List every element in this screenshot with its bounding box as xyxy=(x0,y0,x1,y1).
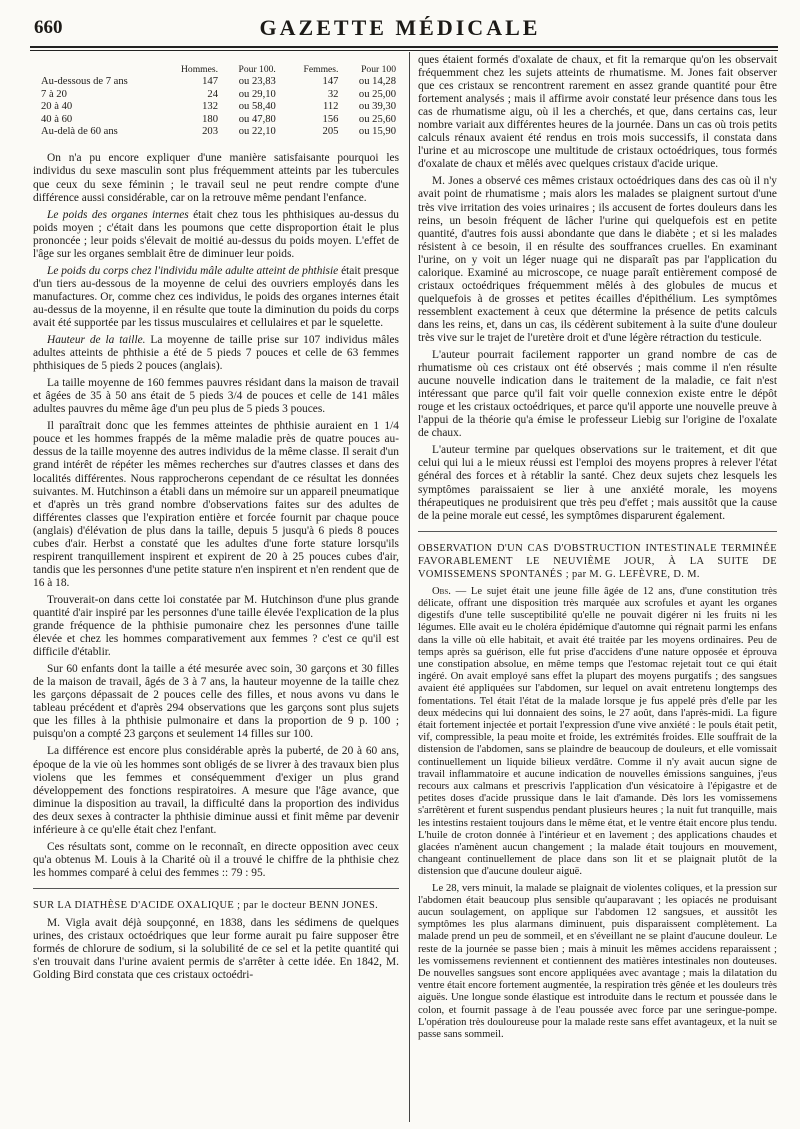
women-count: 32 xyxy=(327,88,339,100)
men-count: 147 xyxy=(202,76,219,88)
men-percent: ou 22,10 xyxy=(238,126,276,138)
women-count: 156 xyxy=(322,113,339,125)
age-label: 20 à 40 xyxy=(41,101,73,113)
women-count: 205 xyxy=(322,126,339,138)
paragraph: M. Vigla avait déjà soupçonné, en 1838, dans les sédimens de quelques urines, des cristaux octoédriques que leur forme aurait pu faire supposer être formés de chlorure de sodium, si la solubilité de ce sel et la petite quantité qui s'en trouvait dans l'urine avaient permis de s'arrêter à cette idée. En 1842, M. Golding Bird constata que ces cristaux octoédri- xyxy=(33,916,399,982)
obs-label: Obs. xyxy=(432,585,451,597)
men-count: 180 xyxy=(202,113,219,125)
spacer-cell xyxy=(279,101,287,113)
table-row xyxy=(33,101,399,113)
left-column xyxy=(33,54,399,986)
table-row xyxy=(33,114,399,126)
spacer-cell xyxy=(279,76,287,88)
women-count: 112 xyxy=(322,101,339,113)
section-heading: OBSERVATION D'UN CAS D'OBSTRUCTION INTESTINALE TERMINÉE FAVORABLEMENT LE NEUVIÈME JOUR, À LA SUITE DE VOMISSEMENS SPONTANÉS ; par M. G. LEFÈVRE, D. M. xyxy=(418,542,777,580)
table-header-cell: Hommes. xyxy=(180,64,219,75)
men-percent: ou 29,10 xyxy=(238,88,276,100)
italic-lead: Le poids des organes internes xyxy=(47,208,189,221)
table-header-cell: Femmes. xyxy=(303,64,339,75)
paragraph: Il paraîtrait donc que les femmes atteintes de phthisie auraient en 1 1/4 pouce et les hommes frappés de la même maladie près de quatre pouces au-dessus de la taille moyenne des autres individus de la même classe. Il serait d'un grand intérêt de répéter les mêmes recherches sur d'autres classes et dans des localités différentes. Nous rapprocherons cependant de ce résultat les données suivantes. M. Hutchinson a établi dans un mémoire sur un appareil pneumatique et d'après un très grand nombre d'observations faites sur des adultes de différentes classes que l'expiration entière et forcée fournit par chaque pouce (anglais) d'élévation de plus dans la taille, depuis 5 jusqu'à 6 pieds 8 pouces cubes d'air. Herbst a constaté que les adultes d'une forte stature lorsqu'ils respirent tranquillement inspirent et expirent de 20 à 25 pouces cubes d'air, tandis que les personnes d'une petite stature n'en inspirent et n'en rendent que de 16 à 18. xyxy=(33,420,399,589)
section-rule xyxy=(33,888,399,889)
women-percent: ou 25,00 xyxy=(358,88,396,100)
paragraph: Obs. — Le sujet était une jeune fille âgée de 12 ans, d'une constitution très délicate, offrant une disposition très marquée aux scrofules et ayant les organes digestifs d'une telle susceptibilité qu'elle ne pouvait digérer ni les fruits ni les légumes. Elle avait eu le choléra épidémique d'automne qui régnait parmi les enfans dans la ville où elle habitait, et avait été traitée par les moyens ordinaires. Peu de temps après sa guérison, elle fut prise d'accidens d'une nature opposée et éprouva une constipation absolue, en même temps que l'estomac rejetait tout ce qui était ingéré. On avait employé sans effet la plupart des moyens purgatifs ; des sangsues avaient été appliquées sur l'abdomen, sur lequel on avait entretenu longtemps des fomentations. Tel était l'état de la malade lorsque je fus appelé près d'elle par les deux médecins qui lui donnaient des soins, le 27 août, dans l'après-midi. La figure était fortement injectée et portait l'expression d'une vive anxiété : le pouls était petit, vif, compressible, la peau moite et froide, les extrémités froides. Elle souffrait de la distension de l'abdomen, sans se plaindre de beaucoup de douleurs, et elle vomissait continuellement un liquide bilieux verdâtre. Comme il n'y avait aucun signe de travail inflammatoire et aucune indication de nouvelles émissions sanguines, j'eus recours aux calmans et prescrivis l'application d'un vésicatoire à l'épigastre et de petites doses d'acide prussique dans le lait d'amande. Dès lors les vomissemens s'arrêtèrent et furent suspendus pendant plusieurs heures ; la nuit fut tranquille, mais les intestins restaient toujours dans le même état, et le ventre était encore plus tendu. L'huile de croton donnée à l'intérieur et en lavement ; des applications chaudes et glacées n'amènent aucun changement ; la malade était toujours en mouvement, changeant continuellement de place dans son lit et se plaignait plutôt de la distension que d'aucune douleur aiguë. xyxy=(418,585,777,878)
section-heading: SUR LA DIATHÈSE D'ACIDE OXALIQUE ; par le docteur BENN JONES. xyxy=(33,899,379,911)
paragraph: Trouverait-on dans cette loi constatée par M. Hutchinson d'une plus grande quantité d'air inspiré par les personnes d'une taille élevée l'explication de la plus grande fréquence de la phthisie pumonaire chez les personnes d'une taille élevée et chez les hommes comparativement aux femmes ? c'est ce qu'il est difficile d'établir. xyxy=(33,593,399,659)
right-column xyxy=(418,54,777,1045)
paragraph: M. Jones a observé ces mêmes cristaux octoédriques dans des cas où il n'y avait point de rhumatisme ; mais alors les malades se plaignent surtout d'une très vive irritation des voies urinaires ; ils accusent de fortes douleurs dans les reins, un besoin fréquent de lâcher l'urine qui quelquefois est en petite quantité, d'autres fois aussi abondante que dans le diabète ; et si les malades résistent à ce besoin, il en résulte des souffrances cruelles. En examinant l'urine, on y voit un léger nuage qui ne disparaît pas par l'application du calorique. Examiné au microscope, ce nuage paraît entièrement composé de cristaux octoédriques fréquemment mêlés à des globules de mucus et quelquefois à de grosses et petites écailles d'épithélium. Les symptômes ressemblent exactement à ceux que détermine la présence de petits calculs dans les reins, et, dans un cas, ils cédèrent subitement à la suite d'une douleur très vive sur le trajet de l'uretère droit et d'une légère rétraction du testicule. xyxy=(418,175,777,344)
paragraph: La différence est encore plus considérable après la puberté, de 20 à 60 ans, époque de la vie où les hommes sont obligés de se livrer à des travaux bien plus violens que les femmes et conséquemment d'exiger un plus grand développement des fonctions respiratoires. A mesure que l'âge avance, que diminue la disposition au travail, la difficulté dans la proportion des individus des deux sexes à contracter la phthisie diminue aussi et finit même par devenir inférieure à ce qu'elle était chez l'enfant. xyxy=(33,745,399,836)
table-header-cell: Pour 100. xyxy=(238,64,276,75)
age-label: 40 à 60 xyxy=(41,113,73,125)
women-percent: ou 14,28 xyxy=(358,76,396,88)
paragraph: La taille moyenne de 160 femmes pauvres résidant dans la maison de travail et âgées de 35 à 50 ans était de 5 pieds 3/4 de pouces et celle de 141 mâles adultes pauvres du même âge d'un peu plus de 5 pieds 3 pouces. xyxy=(33,377,399,416)
men-count: 132 xyxy=(202,101,219,113)
paragraph: On n'a pu encore expliquer d'une manière satisfaisante pourquoi les individus du sexe masculin sont plus fréquemment atteints par les tubercules que ceux du sexe féminin ; le travail seul ne peut rendre compte d'une différence aussi considérable, car on la retrouve même pendant l'enfance. xyxy=(33,152,399,204)
paragraph: L'auteur termine par quelques observations sur le traitement, et dit que celui qui lui a le mieux réussi est l'emploi des moyens propres à relever l'état général des forces et à rétablir la santé. Chez deux sujets chez lesquels les symptômes paraissaient se lier à une anxiété morale, les moyens thérapeutiques ne produisirent que très peu d'effet ; mais aussitôt que la cause de la peine morale eut cessé, les symptômes disparurent également. xyxy=(418,444,777,522)
italic-lead: Hauteur de la taille. xyxy=(47,334,146,347)
paragraph: ques étaient formés d'oxalate de chaux, et fit la remarque qu'on les observait fréquemment chez les sujets atteints de rhumatisme. M. Jones fait observer que ces cristaux se rencontrent rarement en assez grande quantité pour être fortement analysés ; mais il affirme avoir constaté leur présence dans tous les cas de rhumatisme aigu, où il les a cherchés, et que, dans certains cas, leur nombre variait aux différentes heures de la journée. Dans un cas où trois petits calculs rénaux avaient été rendus en trois mois successifs, il constata dans l'urine et au microscope une multitude de cristaux octoédriques, tous formés d'oxalate de chaux et mêlés avec quelques cristaux d'acide urique. xyxy=(418,54,777,171)
table-header-cell xyxy=(279,64,287,76)
paragraph: L'auteur pourrait facilement rapporter un grand nombre de cas de rhumatisme où ces cristaux ont été observés ; mais comme il n'en résulte aucune nouvelle indication dans le traitement de la maladie, ce fait n'est intéressant que parce qu'il fait voir quelle connexion existe entre le dépôt rouge et les cristaux octoédriques, et parce qu'il apporte une nouvelle preuve à l'appui de la théorie qu'a émise le professeur Liebig sur l'origine de l'oxalate de chaux. xyxy=(418,349,777,440)
paragraph: Sur 60 enfants dont la taille a été mesurée avec soin, 30 garçons et 30 filles de la maison de travail, âgés de 3 à 7 ans, la hauteur moyenne de la taille chez les garçons dépassait de 2 pouces celle des filles, et nous avons vu dans le tableau précédent et d'après 294 observations que les garçons sont plus sujets que les filles à la phthisie pulmonaire et dans la proportion de 9 p. 100 ; puisqu'on a compté 23 garçons et seulement 14 filles sur 100. xyxy=(33,663,399,741)
men-percent: ou 58,40 xyxy=(238,101,276,113)
age-label: 7 à 20 xyxy=(41,88,67,100)
page-header xyxy=(0,0,800,50)
table-row xyxy=(33,76,399,88)
paragraph: Le poids du corps chez l'individu mâle adulte atteint de phthisie était presque d'un tiers au-dessous de la moyenne de celui des ouvriers employés dans les manufactures. Or, comme chez ces individus, le poids des organes internes était au-dessus de la moyenne, il en résulte que toute la diminution du poids du corps avait été supportée par les tissus musculaires et cellulaires et par le squelette. xyxy=(33,264,399,329)
table-row xyxy=(33,126,399,138)
women-count: 147 xyxy=(322,76,339,88)
journal-title: GAZETTE MÉDICALE xyxy=(259,15,541,40)
age-label: Au-delà de 60 ans xyxy=(41,126,118,138)
paragraph: Le poids des organes internes était chez tous les phthisiques au-dessus du poids moyen ; c'était dans les poumons que cette disproportion était le plus prononcée ; leur poids s'élevait de moitié au-dessus du poids moyen. L'effet de l'âge sur les organes semblait être de diminuer leur poids. xyxy=(33,208,399,260)
paragraph: Hauteur de la taille. La moyenne de taille prise sur 107 individus mâles adultes atteints de phthisie a été de 5 pieds 7 pouces et celle de 63 femmes phthisiques de 5 pieds 2 pouces (anglais). xyxy=(33,334,399,373)
women-percent: ou 25,60 xyxy=(358,113,396,125)
table-header-cell: Pour 100 xyxy=(361,64,396,75)
column-divider xyxy=(409,52,410,1122)
spacer-cell xyxy=(279,126,287,138)
table-row xyxy=(33,89,399,101)
header-rule xyxy=(30,46,778,51)
age-label: Au-dessous de 7 ans xyxy=(41,76,128,88)
italic-lead: Le poids du corps chez l'individu mâle adulte atteint de phthisie xyxy=(47,264,339,277)
men-count: 24 xyxy=(207,88,219,100)
women-percent: ou 39,30 xyxy=(358,101,396,113)
men-count: 203 xyxy=(202,126,219,138)
paragraph: Ces résultats sont, comme on le reconnaît, en directe opposition avec ceux qu'a obtenus M. Louis à la Charité où il a trouvé le chiffre de la phthisie chez les hommes comparé à celui des femmes :: 79 : 95. xyxy=(33,840,399,879)
age-sex-table xyxy=(33,64,399,138)
paragraph: Le 28, vers minuit, la malade se plaignait de violentes coliques, et la pression sur l'abdomen était beaucoup plus sensible qu'auparavant ; les opiacés ne produisant aucun soulagement, on applique sur l'abdomen 12 sangsues, et aussitôt les symptômes les plus alarmans diminuent, puis disparaissent complètement. La malade prend un peu de sommeil, et en s'éveillant ne se plaint d'aucune douleur. Le reste de la journée se passe bien ; mais à minuit les mêmes accidens reparaissent ; les vomissemens reviennent et contiennent des matières intestinales non douteuses. De nouvelles sangsues sont encore appliquées avec avantage ; mais la dilatation du ventre était encore fortement augmentée, la respiration très gênée et les douleurs très aiguës. Une longue sonde élastique est introduite dans le rectum et poussée dans le colon, et fournit passage à de l'eau poussée avec force par une seringue-pompe. L'opération très douloureuse pour la malade reste sans effet avantageux, et la nuit se passe sans sommeil. xyxy=(418,882,777,1041)
table-header-cell xyxy=(33,64,164,76)
section-rule xyxy=(418,531,777,532)
women-percent: ou 15,90 xyxy=(358,126,396,138)
spacer-cell xyxy=(279,89,287,101)
men-percent: ou 23,83 xyxy=(238,76,276,88)
spacer-cell xyxy=(279,114,287,126)
table-header-row xyxy=(33,64,399,76)
men-percent: ou 47,80 xyxy=(238,113,276,125)
page-number: 660 xyxy=(34,17,63,38)
